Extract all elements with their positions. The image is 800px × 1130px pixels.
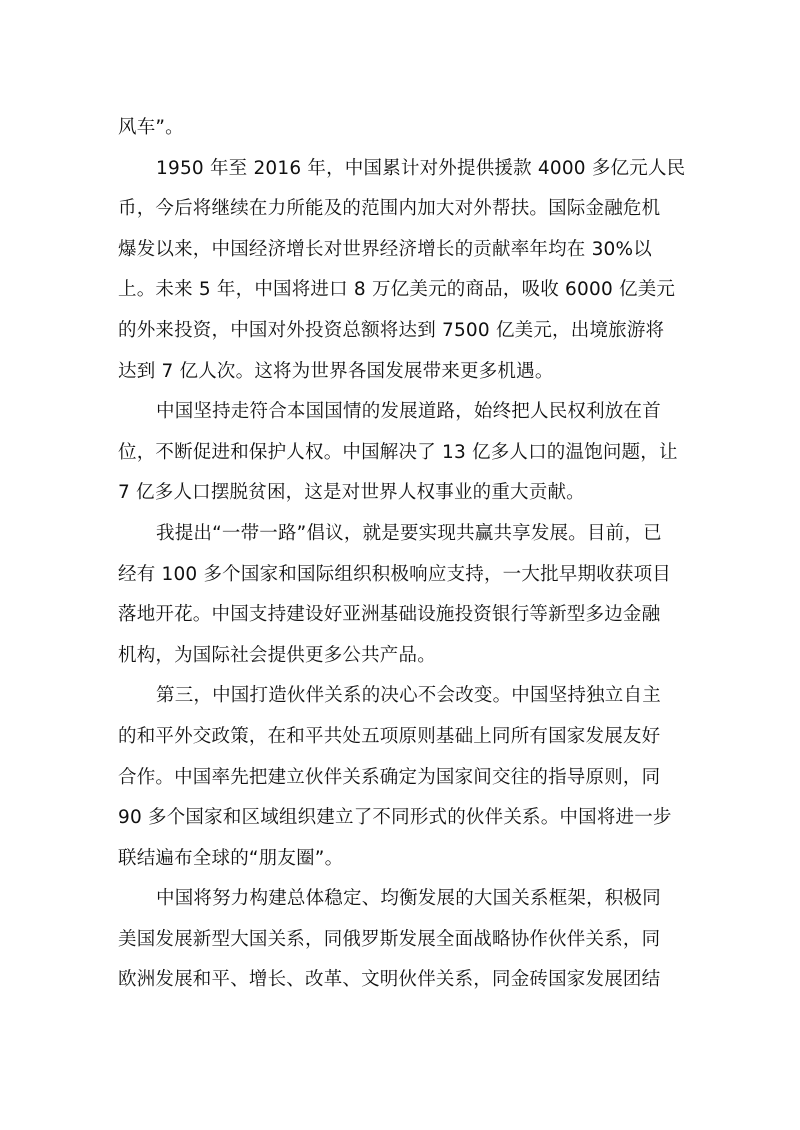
document-body (118, 108, 686, 1001)
text-line: 风车”。 (118, 117, 184, 138)
paragraph-first-line: 中国将努力构建总体稳定、均衡发展的大国关系框架，积极同 (156, 888, 661, 910)
text-line: 机构，为国际社会提供更多公共产品。 (118, 644, 436, 666)
text-line: 达到 7 亿人次。这将为世界各国发展带来更多机遇。 (118, 360, 554, 382)
text-line: 币，今后将继续在力所能及的范围内加大对外帮扶。国际金融危机 (118, 198, 661, 220)
text-line: 合作。中国率先把建立伙伴关系确定为国家间交往的指导原则，同 (118, 766, 661, 788)
text-line: 爆发以来，中国经济增长对世界经济增长的贡献率年均在 30%以 (118, 238, 653, 260)
text-line: 的外来投资，中国对外投资总额将达到 7500 亿美元，出境旅游将 (118, 319, 665, 341)
text-line: 联结遍布全球的“朋友圈”。 (118, 847, 344, 869)
paragraph-first-line: 我提出“一带一路”倡议，就是要实现共赢共享发展。目前，已 (156, 522, 662, 544)
text-line: 经有 100 多个国家和国际组织积极响应支持，一大批早期收获项目 (118, 563, 671, 585)
text-line: 美国发展新型大国关系，同俄罗斯发展全面战略协作伙伴关系，同 (118, 928, 661, 950)
text-line: 位，不断促进和保护人权。中国解决了 13 亿多人口的温饱问题，让 (118, 441, 678, 463)
text-line: 的和平外交政策，在和平共处五项原则基础上同所有国家发展友好 (118, 725, 661, 747)
paragraph-first-line: 1950 年至 2016 年，中国累计对外提供援款 4000 多亿元人民 (156, 157, 686, 179)
text-line: 7 亿多人口摆脱贫困，这是对世界人权事业的重大贡献。 (118, 482, 585, 504)
text-line: 上。未来 5 年，中国将进口 8 万亿美元的商品，吸收 6000 亿美元 (118, 279, 676, 301)
text-line: 欧洲发展和平、增长、改革、文明伙伴关系，同金砖国家发展团结 (118, 969, 661, 991)
text-line: 落地开花。中国支持建设好亚洲基础设施投资银行等新型多边金融 (118, 604, 661, 626)
paragraph-first-line: 中国坚持走符合本国国情的发展道路，始终把人民权利放在首 (156, 401, 661, 423)
text-line: 90 多个国家和区域组织建立了不同形式的伙伴关系。中国将进一步 (118, 807, 672, 829)
paragraph-first-line: 第三，中国打造伙伴关系的决心不会改变。中国坚持独立自主 (156, 685, 661, 707)
